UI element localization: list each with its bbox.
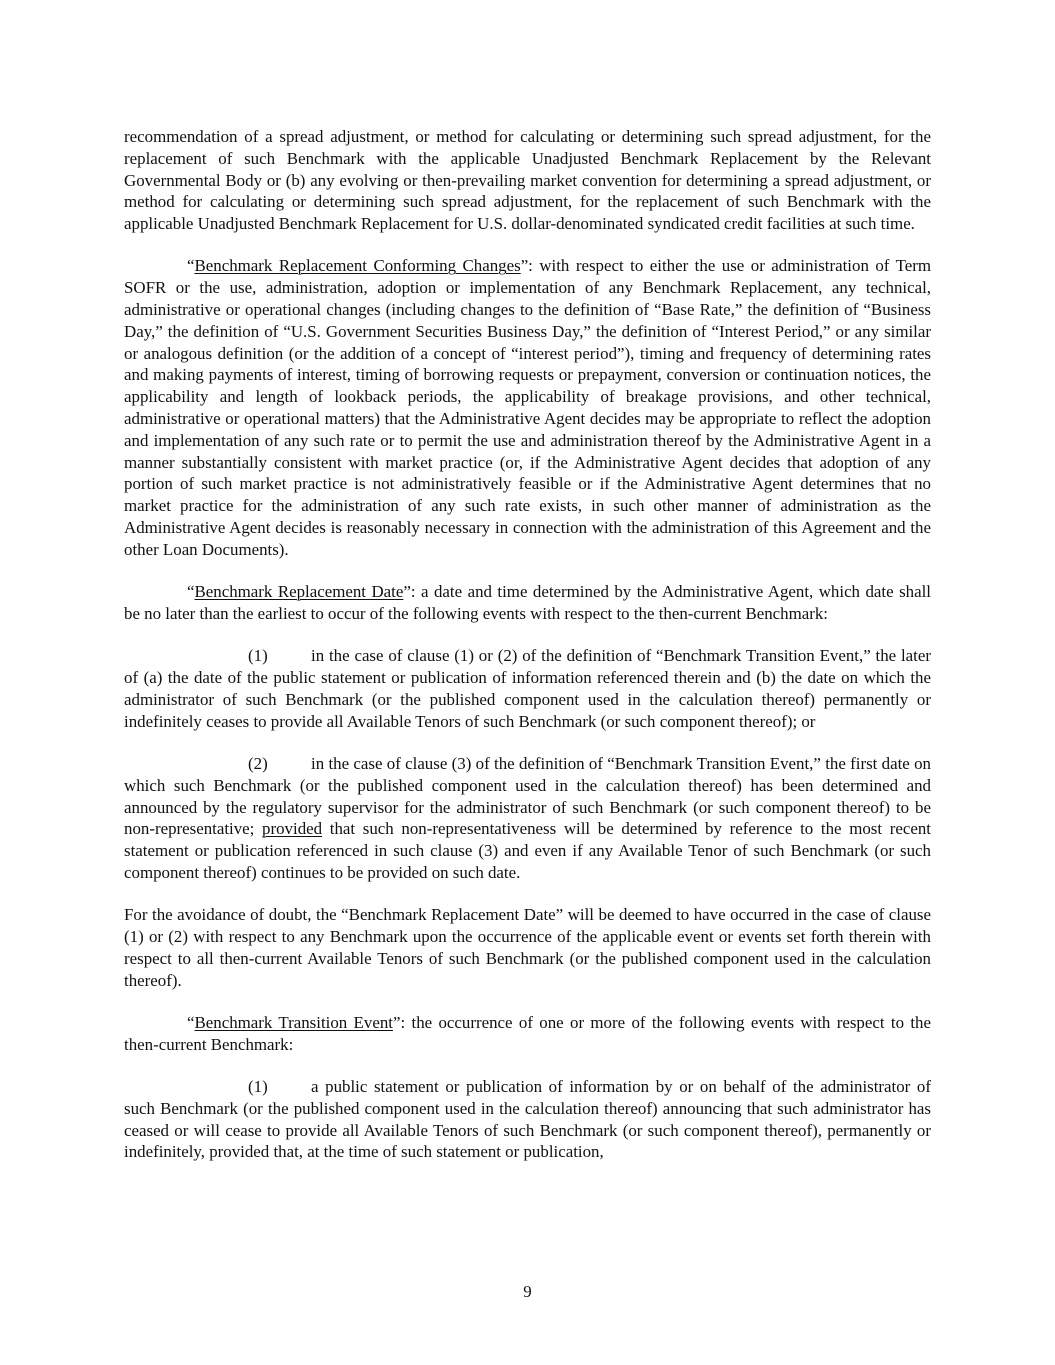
clause-1-transition-event <box>124 1076 931 1163</box>
document-body <box>124 126 931 1184</box>
defined-term: Benchmark Transition Event <box>194 1012 393 1032</box>
paragraph-avoidance-of-doubt <box>124 904 931 991</box>
paragraph-spread-adjustment <box>124 126 931 235</box>
open-quote: “ <box>187 256 195 276</box>
paragraph-text: For the avoidance of doubt, the “Benchmark Replacement Date” will be deemed to have occurred in the case of clause (1) or (2) with respect to any Benchmark upon the occurrence of the applicable event or events set forth therein with respect to all then-current Available Tenors of such Benchmark (or the published component used in the calculation thereof). <box>124 905 931 990</box>
clause-number: (1) <box>248 646 268 666</box>
definition-text: ”: a date and time determined by the Administrative Agent, which date shall be no later than the earliest to occur of the following events with respect to the then-current Benchmark: <box>124 582 931 623</box>
open-quote: “ <box>187 582 195 602</box>
clause-text: in the case of clause (1) or (2) of the definition of “Benchmark Transition Event,” the later of (a) the date of the public statement or publication of information referenced therein and (b) the date on which the administrator of such Benchmark (or the published component used in the calculation thereof) permanently or indefinitely ceases to provide all Available Tenors of such Benchmark (or such component thereof); or <box>124 646 931 731</box>
clause-text-after: that such non-representativeness will be determined by reference to the most recent statement or publication referenced in such clause (3) and even if any Available Tenor of such Benchmark (or such component thereof) continues to be provided on such date. <box>124 819 931 882</box>
clause-text: a public statement or publication of information by or on behalf of the administrator of such Benchmark (or the published component used in the calculation thereof) announcing that such administrator has ceased or will cease to provide all Available Tenors of such Benchmark (or such component thereof), permanently or indefinitely, provided that, at the time of such statement or publication, <box>124 1076 931 1162</box>
definition-benchmark-replacement-conforming-changes <box>124 255 931 560</box>
clause-2-replacement-date <box>124 753 931 884</box>
definition-text: ”: with respect to either the use or administration of Term SOFR or the use, administration, adoption or implementation of any Benchmark Replacement, any technical, administrative or operational changes (including changes to the definition of “Base Rate,” the definition of “Business Day,” the definition of “U.S. Government Securities Business Day,” the definition of “Interest Period,” or any similar or analogous definition (or the addition of a concept of “interest period”), timing and frequency of determining rates and making payments of interest, timing of borrowing requests or prepayment, conversion or continuation notices, the applicability and length of lookback periods, the applicability of breakage provisions, and other technical, administrative or operational matters) that the Administrative Agent decides may be appropriate to reflect the adoption and implementation of any such rate or to permit the use and administration thereof by the Administrative Agent in a manner substantially consistent with market practice (or, if the Administrative Agent decides that adoption of any portion of such market practice is not administratively feasible or if the Administrative Agent determines that no market practice for the administration of any such rate exists, in such other manner of administration as the Administrative Agent decides is reasonably necessary in connection with the administration of this Agreement and the other Loan Documents). <box>124 256 931 559</box>
paragraph-text: recommendation of a spread adjustment, or method for calculating or determining such spread adjustment, for the replacement of such Benchmark with the applicable Unadjusted Benchmark Replacement by the Relevant Governmental Body or (b) any evolving or then-prevailing market convention for determining a spread adjustment, or method for calculating or determining such spread adjustment, for the replacement of such Benchmark with the applicable Unadjusted Benchmark Replacement for U.S. dollar-denominated syndicated credit facilities at such time. <box>124 127 931 234</box>
clause-text-before: in the case of clause (3) of the definition of “Benchmark Transition Event,” the first date on which such Benchmark (or the published component used in the calculation thereof) has been determined and announced by the regulatory supervisor for the administrator of such Benchmark (or such component thereof) to be non-representative; <box>124 753 931 839</box>
clause-1-replacement-date <box>124 645 931 732</box>
clause-number: (1) <box>248 1076 268 1096</box>
definition-benchmark-transition-event <box>124 1012 931 1056</box>
definition-text: ”: the occurrence of one or more of the following events with respect to the then-current Benchmark: <box>124 1012 931 1054</box>
definition-benchmark-replacement-date <box>124 581 931 625</box>
provided-term: provided <box>262 819 323 839</box>
page-number: 9 <box>523 1282 532 1301</box>
defined-term: Benchmark Replacement Conforming Changes <box>194 256 521 276</box>
clause-number: (2) <box>248 753 268 773</box>
open-quote: “ <box>187 1012 195 1032</box>
defined-term: Benchmark Replacement Date <box>194 582 404 602</box>
